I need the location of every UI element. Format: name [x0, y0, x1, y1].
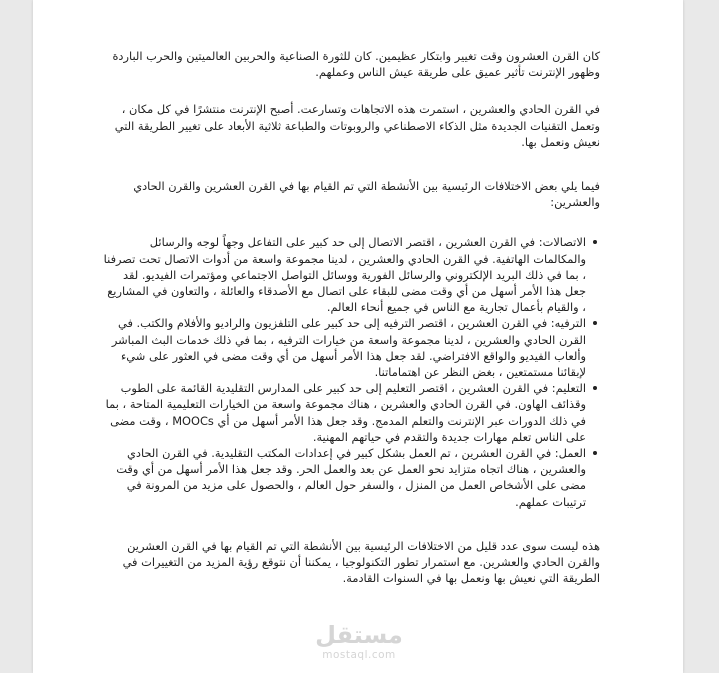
intro-paragraph: كان القرن العشرون وقت تغيير وابتكار عظيمين. كان للثورة الصناعية والحربين العالميتين والحرب الباردة وظهور الإنترنت تأثير عميق على طريقة عيش الناس وعملهم.	[112, 49, 600, 80]
list-item-communication: الاتصالات: في القرن العشرين ، اقتصر الاتصال إلى حد كبير على التفاعل وجهاً لوجه والرسائل والمكالمات الهاتفية. في القرن الحادي والعشرين ، لدينا مجموعة واسعة من أدوات الاتصال تحت تصرفنا ، بما في ذلك البريد الإلكتروني والرسائل الفورية ووسائل التواصل الاجتماعي ومؤتمرات الفيديو. لقد جعل هذا الأمر أسهل من أي وقت مضى للبقاء على اتصال مع الأصدقاء والعائلة ، والتعاون في المشاريع ، والقيام بأعمال تجارية مع الناس في جميع أنحاء العالم.	[100, 234, 586, 315]
document-body	[100, 48, 600, 586]
watermark-brand: مستقل	[315, 621, 403, 649]
lead-paragraph: فيما يلي بعض الاختلافات الرئيسية بين الأنشطة التي تم القيام بها في القرن العشرين والقرن الحادي والعشرين:	[133, 179, 600, 210]
second-paragraph: في القرن الحادي والعشرين ، استمرت هذه الاتجاهات وتسارعت. أصبح الإنترنت منتشرًا في كل مكان ، وتعمل التقنيات الجديدة مثل الذكاء الاصطناعي والروبوتات والطباعة ثلاثية الأبعاد على تغيير الطريقة التي نعيش ونعمل بها.	[114, 102, 600, 149]
differences-list	[100, 234, 586, 509]
list-item-work: العمل: في القرن العشرين ، تم العمل بشكل كبير في إعدادات المكتب التقليدية. في القرن الحادي والعشرين ، هناك اتجاه متزايد نحو العمل عن بعد والعمل الحر. وقد جعل هذا الأمر أسهل من أي وقت مضى على الأشخاص العمل من المنزل ، والسفر حول العالم ، والحصول على مزيد من المرونة في ترتيبات عملهم.	[100, 445, 586, 510]
list-item-education: التعليم: في القرن العشرين ، اقتصر التعليم إلى حد كبير على المدارس التقليدية القائمة على الطوب وقذائف الهاون. في القرن الحادي والعشرين ، هناك مجموعة واسعة من الخيارات التعليمية المتاحة ، بما في ذلك الدورات عبر الإنترنت والتعلم المدمج. وقد جعل هذا الأمر أسهل من أي MOOCs ، وقت مضى على الناس تعلم مهارات جديدة والتقدم في حياتهم المهنية.	[100, 380, 586, 445]
document-page	[33, 0, 683, 673]
conclusion-paragraph: هذه ليست سوى عدد قليل من الاختلافات الرئيسية بين الأنشطة التي تم القيام بها في القرن العشرين والقرن الحادي والعشرين. مع استمرار تطور التكنولوجيا ، يمكننا أن نتوقع رؤية المزيد من التغييرات في الطريقة التي نعيش بها ونعمل بها في السنوات القادمة.	[122, 538, 600, 586]
watermark-url: mostaql.com	[322, 649, 396, 661]
list-item-entertainment: الترفيه: في القرن العشرين ، اقتصر الترفيه إلى حد كبير على التلفزيون والراديو والأفلام والكتب. في القرن الحادي والعشرين ، لدينا مجموعة واسعة من خيارات الترفيه ، بما في ذلك خدمات البث المباشر وألعاب الفيديو والواقع الافتراضي. لقد جعل هذا الأمر أسهل من أي وقت مضى في العثور على شيء لإبقائنا مستمتعين ، بغض النظر عن اهتماماتنا.	[100, 315, 586, 380]
